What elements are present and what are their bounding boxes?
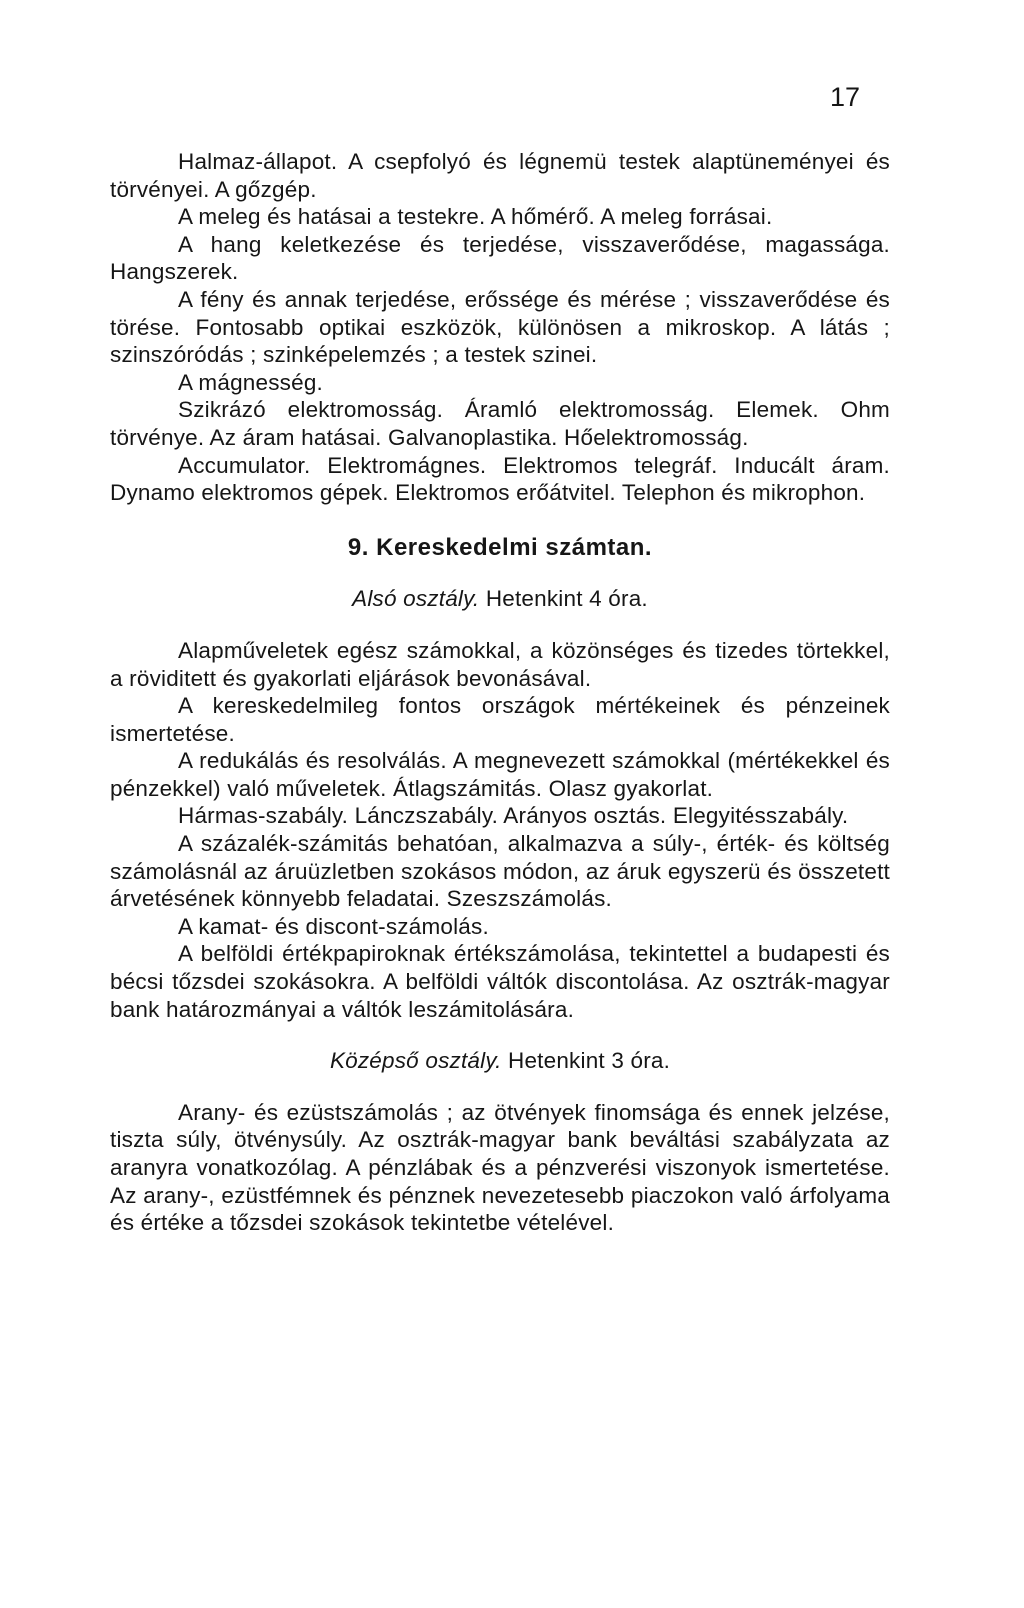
paragraph: A meleg és hatásai a testekre. A hőmérő. A meleg forrásai. [178, 204, 773, 230]
section-heading: 9. Kereskedelmi számtan. [347, 533, 653, 561]
lower-class-name: Alsó osztály. [352, 586, 480, 612]
paragraph: A mágnesség. [178, 369, 323, 395]
middle-class-header [110, 1047, 890, 1075]
lower-class-header [110, 585, 890, 613]
paragraph: Alapműveletek egész számokkal, a közönséges és tizedes törtekkel, a röviditett és gyakorlati eljárások bevonásával. [110, 637, 890, 691]
paragraph: A kereskedelmileg fontos országok mértékeinek és pénzeinek ismertetése. [110, 693, 890, 746]
paragraph: Accumulator. Elektromágnes. Elektromos telegráf. Inducált áram. Dynamo elektromos gépek. Elektromos erőátvitel. Telephon és mikrophon. [110, 452, 890, 506]
paragraph: A hang keletkezése és terjedése, visszaverődése, magassága. Hangszerek. [110, 231, 890, 285]
paragraph: Arany- és ezüstszámolás ; az ötvények finomsága és ennek jelzése, tiszta súly, ötvénysúly. Az osztrák-magyar bank beváltási szabályzata az aranyra vonatkozólag. A pénzlábak és a pénzverési viszonyok ismertetése. Az arany-, ezüstfémnek és pénznek nevezetesebb piaczokon való árfolyama és értéke a tőzsdei szokások tekintetbe vételével. [110, 1099, 890, 1236]
lower-class-topics [110, 637, 890, 1023]
paragraph: A belföldi értékpapiroknak értékszámolása, tekintettel a budapesti és bécsi tőzsdei szokásokra. A belföldi váltók discontolása. Az osztrák-magyar bank határozmányai a váltók leszámitolására. [110, 941, 890, 1022]
page-number: 17 [829, 82, 860, 112]
paragraph: A fény és annak terjedése, erőssége és mérése ; visszaverődése és törése. Fontosabb optikai eszközök, különösen a mikroskop. A látás ; szinszóródás ; szinképelemzés ; a testek szinei. [110, 286, 890, 368]
lower-class-hours: Hetenkint 4 óra. [485, 586, 648, 612]
paragraph: Halmaz-állapot. A csepfolyó és légnemü testek alaptüneményei és törvényei. A gőzgép. [110, 149, 890, 202]
page-body [110, 148, 890, 1237]
paragraph: Hármas-szabály. Lánczszabály. Arányos osztás. Elegyitésszabály. [178, 803, 849, 829]
paragraph: A redukálás és resolválás. A megnevezett számokkal (mértékekkel és pénzekkel) való műveletek. Átlagszámitás. Olasz gyakorlat. [110, 748, 890, 801]
physics-topics [110, 148, 890, 507]
middle-class-hours: Hetenkint 3 óra. [508, 1048, 671, 1074]
middle-class-name: Középső osztály. [329, 1048, 502, 1074]
paragraph: A százalék-számitás behatóan, alkalmazva a súly-, érték- és költség számolásnál az áruüzletben szokásos módon, az áruk egyszerü és összetett árvetésének könnyebb feladatai. Szeszszámolás. [110, 831, 890, 912]
paragraph: Szikrázó elektromosság. Áramló elektromosság. Elemek. Ohm törvénye. Az áram hatásai. Galvanoplastika. Hőelektromosság. [110, 397, 890, 450]
paragraph: A kamat- és discont-számolás. [178, 913, 489, 939]
middle-class-topics [110, 1099, 890, 1237]
